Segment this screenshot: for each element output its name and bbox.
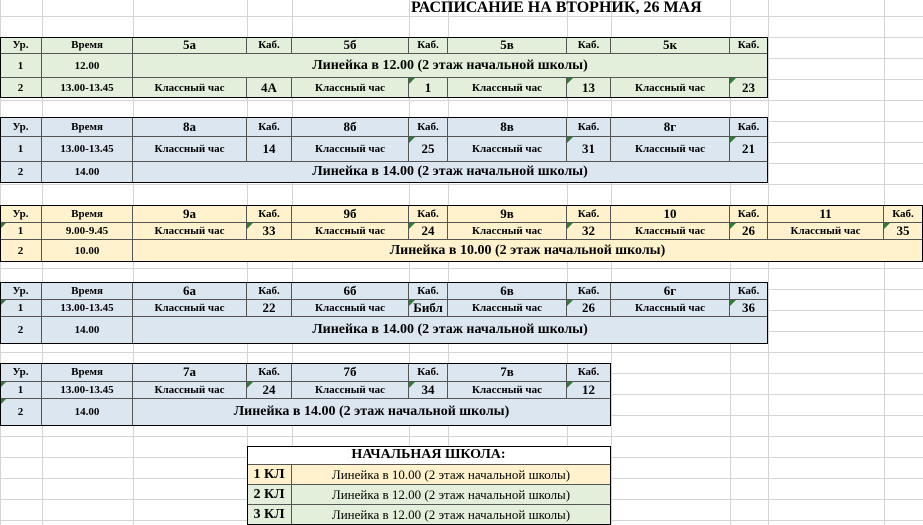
header-kab: Каб.	[409, 117, 448, 137]
header-kab: Каб.	[247, 363, 292, 382]
lesson-time: 10.00	[42, 240, 133, 262]
room-cell: 33	[247, 223, 292, 240]
room-cell: 24	[247, 382, 292, 399]
assembly-note: Линейка в 10.00 (2 этаж начальной школы)	[133, 240, 923, 262]
lesson-number: 2	[0, 399, 42, 426]
header-kab: Каб.	[567, 363, 611, 382]
lesson-time: 14.00	[42, 162, 133, 183]
header-kab: Каб.	[567, 205, 611, 223]
header-kab: Каб.	[567, 282, 611, 300]
header-class: 8г	[611, 117, 730, 137]
header-class: 5в	[448, 37, 567, 54]
header-class: 8в	[448, 117, 567, 137]
room-cell: 22	[247, 300, 292, 317]
header-class: 6г	[611, 282, 730, 300]
room-cell: Библ	[409, 300, 448, 317]
header-ur: Ур.	[0, 117, 42, 137]
primary-grade: 3 КЛ	[247, 505, 292, 525]
room-cell: 26	[567, 300, 611, 317]
header-time: Время	[42, 37, 133, 54]
lesson-number: 2	[0, 317, 42, 344]
subject-cell: Классный час	[448, 382, 567, 399]
header-class: 6б	[292, 282, 409, 300]
header-kab: Каб.	[247, 205, 292, 223]
assembly-note: Линейка в 12.00 (2 этаж начальной школы)	[133, 54, 768, 78]
subject-cell: Классный час	[133, 382, 247, 399]
header-kab: Каб.	[730, 117, 768, 137]
lesson-time: 13.00-13.45	[42, 137, 133, 162]
subject-cell: Классный час	[448, 137, 567, 162]
header-class: 6а	[133, 282, 247, 300]
assembly-note: Линейка в 14.00 (2 этаж начальной школы)	[133, 317, 768, 344]
lesson-time: 14.00	[42, 317, 133, 344]
room-cell: 26	[730, 223, 768, 240]
room-cell: 24	[409, 223, 448, 240]
header-kab: Каб.	[409, 363, 448, 382]
header-kab: Каб.	[730, 205, 768, 223]
header-ur: Ур.	[0, 37, 42, 54]
header-class: 7в	[448, 363, 567, 382]
subject-cell: Классный час	[292, 137, 409, 162]
page-title: РАСПИСАНИЕ НА ВТОРНИК, 26 МАЯ	[411, 0, 702, 16]
header-ur: Ур.	[0, 363, 42, 382]
lesson-time: 13.00-13.45	[42, 382, 133, 399]
subject-cell: Классный час	[133, 78, 247, 98]
header-time: Время	[42, 282, 133, 300]
lesson-number: 1	[0, 223, 42, 240]
header-kab: Каб.	[730, 37, 768, 54]
header-class: 9а	[133, 205, 247, 223]
header-class: 10	[611, 205, 730, 223]
primary-grade: 1 КЛ	[247, 465, 292, 485]
room-cell: 13	[567, 78, 611, 98]
lesson-number: 2	[0, 78, 42, 98]
primary-grade: 2 КЛ	[247, 485, 292, 505]
header-kab: Каб.	[409, 282, 448, 300]
primary-note: Линейка в 12.00 (2 этаж начальной школы)	[292, 485, 611, 505]
header-class: 5б	[292, 37, 409, 54]
subject-cell: Классный час	[611, 137, 730, 162]
primary-note: Линейка в 10.00 (2 этаж начальной школы)	[292, 465, 611, 485]
subject-cell: Классный час	[292, 223, 409, 240]
header-kab: Каб.	[409, 205, 448, 223]
subject-cell: Классный час	[133, 300, 247, 317]
room-cell: 36	[730, 300, 768, 317]
header-kab: Каб.	[247, 37, 292, 54]
room-cell: 32	[567, 223, 611, 240]
room-cell: 12	[567, 382, 611, 399]
primary-title: НАЧАЛЬНАЯ ШКОЛА:	[247, 446, 611, 465]
room-cell: 23	[730, 78, 768, 98]
room-cell: 25	[409, 137, 448, 162]
subject-cell: Классный час	[611, 300, 730, 317]
subject-cell: Классный час	[768, 223, 884, 240]
subject-cell: Классный час	[292, 300, 409, 317]
subject-cell: Классный час	[448, 78, 567, 98]
header-class: 7а	[133, 363, 247, 382]
header-kab: Каб.	[567, 117, 611, 137]
header-ur: Ур.	[0, 205, 42, 223]
header-class: 5к	[611, 37, 730, 54]
room-cell: 14	[247, 137, 292, 162]
subject-cell: Классный час	[448, 223, 567, 240]
assembly-note: Линейка в 14.00 (2 этаж начальной школы)	[133, 162, 768, 183]
room-cell: 31	[567, 137, 611, 162]
header-class: 11	[768, 205, 884, 223]
header-kab: Каб.	[409, 37, 448, 54]
header-kab: Каб.	[247, 117, 292, 137]
subject-cell: Классный час	[133, 137, 247, 162]
lesson-time: 13.00-13.45	[42, 78, 133, 98]
subject-cell: Классный час	[133, 223, 247, 240]
subject-cell: Классный час	[292, 78, 409, 98]
room-cell: 21	[730, 137, 768, 162]
lesson-time: 9.00-9.45	[42, 223, 133, 240]
room-cell: 1	[409, 78, 448, 98]
primary-note: Линейка в 12.00 (2 этаж начальной школы)	[292, 505, 611, 525]
lesson-time: 14.00	[42, 399, 133, 426]
header-time: Время	[42, 205, 133, 223]
room-cell: 4А	[247, 78, 292, 98]
header-class: 5а	[133, 37, 247, 54]
header-class: 9в	[448, 205, 567, 223]
header-kab: Каб.	[567, 37, 611, 54]
lesson-time: 12.00	[42, 54, 133, 78]
lesson-number: 1	[0, 137, 42, 162]
header-time: Время	[42, 117, 133, 137]
lesson-number: 1	[0, 382, 42, 399]
header-class: 9б	[292, 205, 409, 223]
subject-cell: Классный час	[611, 223, 730, 240]
lesson-time: 13.00-13.45	[42, 300, 133, 317]
header-class: 8б	[292, 117, 409, 137]
header-kab: Каб.	[730, 282, 768, 300]
lesson-number: 2	[0, 162, 42, 183]
header-time: Время	[42, 363, 133, 382]
subject-cell: Классный час	[292, 382, 409, 399]
subject-cell: Классный час	[448, 300, 567, 317]
assembly-note: Линейка в 14.00 (2 этаж начальной школы)	[133, 399, 611, 426]
header-kab: Каб.	[247, 282, 292, 300]
header-kab: Каб.	[884, 205, 923, 223]
header-ur: Ур.	[0, 282, 42, 300]
room-cell: 34	[409, 382, 448, 399]
header-class: 6в	[448, 282, 567, 300]
lesson-number: 1	[0, 300, 42, 317]
header-class: 7б	[292, 363, 409, 382]
subject-cell: Классный час	[611, 78, 730, 98]
lesson-number: 2	[0, 240, 42, 262]
room-cell: 35	[884, 223, 923, 240]
header-class: 8а	[133, 117, 247, 137]
lesson-number: 1	[0, 54, 42, 78]
